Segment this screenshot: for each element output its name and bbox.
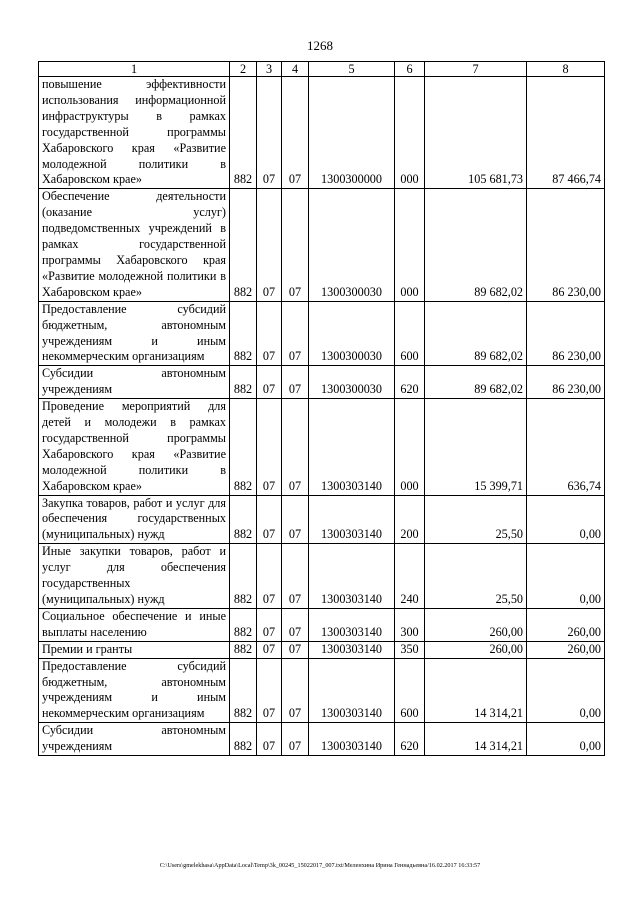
- cell-expense-type: 620: [395, 723, 425, 756]
- cell-admin-code: 882: [230, 366, 257, 399]
- cell-subsection: 07: [282, 366, 309, 399]
- row-name: Субсидии автономным учреждениям: [39, 366, 230, 399]
- cell-amount-1: 89 682,02: [425, 366, 527, 399]
- cell-amount-1: 105 681,73: [425, 77, 527, 189]
- cell-expense-type: 000: [395, 189, 425, 301]
- cell-admin-code: 882: [230, 658, 257, 723]
- table-row: [39, 658, 605, 723]
- cell-expense-type: 240: [395, 544, 425, 609]
- cell-admin-code: 882: [230, 641, 257, 658]
- cell-target-article: 1300303140: [309, 544, 395, 609]
- header-col-8: 8: [527, 62, 605, 77]
- cell-section: 07: [257, 723, 282, 756]
- cell-section: 07: [257, 608, 282, 641]
- cell-amount-2: 86 230,00: [527, 189, 605, 301]
- cell-amount-1: 14 314,21: [425, 723, 527, 756]
- budget-table: [38, 61, 605, 756]
- cell-target-article: 1300303140: [309, 608, 395, 641]
- cell-amount-2: 87 466,74: [527, 77, 605, 189]
- footer-file-path: C:\Users\gmelekhasa\AppData\Local\Temp\3k_00245_15022017_007.txt/Меленхина Ирина Геннадьевна/16.02.2017 16:33:57: [159, 862, 481, 869]
- cell-target-article: 1300300000: [309, 77, 395, 189]
- header-row: [39, 62, 605, 77]
- cell-section: 07: [257, 641, 282, 658]
- table-row: [39, 641, 605, 658]
- cell-target-article: 1300303140: [309, 641, 395, 658]
- cell-expense-type: 350: [395, 641, 425, 658]
- cell-section: 07: [257, 301, 282, 366]
- table-row: [39, 301, 605, 366]
- cell-amount-1: 89 682,02: [425, 301, 527, 366]
- header-col-5: 5: [309, 62, 395, 77]
- cell-target-article: 1300303140: [309, 658, 395, 723]
- cell-section: 07: [257, 495, 282, 544]
- cell-amount-1: 25,50: [425, 544, 527, 609]
- cell-amount-2: 636,74: [527, 399, 605, 495]
- cell-amount-2: 86 230,00: [527, 301, 605, 366]
- cell-expense-type: 000: [395, 77, 425, 189]
- cell-expense-type: 600: [395, 301, 425, 366]
- cell-section: 07: [257, 366, 282, 399]
- header-col-3: 3: [257, 62, 282, 77]
- table-row: [39, 366, 605, 399]
- table-row: [39, 608, 605, 641]
- header-col-7: 7: [425, 62, 527, 77]
- cell-admin-code: 882: [230, 495, 257, 544]
- table-row: [39, 189, 605, 301]
- cell-subsection: 07: [282, 189, 309, 301]
- row-name: Социальное обеспечение и иные выплаты населению: [39, 608, 230, 641]
- cell-amount-1: 25,50: [425, 495, 527, 544]
- table-row: [39, 495, 605, 544]
- cell-amount-2: 0,00: [527, 723, 605, 756]
- header-col-2: 2: [230, 62, 257, 77]
- cell-target-article: 1300300030: [309, 301, 395, 366]
- cell-amount-2: 260,00: [527, 608, 605, 641]
- row-name: Обеспечение деятельности (оказание услуг) подведомственных учреждений в рамках государственной программы Хабаровского края «Развитие молодежной политики в Хабаровском крае»: [39, 189, 230, 301]
- cell-subsection: 07: [282, 495, 309, 544]
- cell-admin-code: 882: [230, 608, 257, 641]
- row-name: Иные закупки товаров, работ и услуг для обеспечения государственных (муниципальных) нужд: [39, 544, 230, 609]
- cell-subsection: 07: [282, 658, 309, 723]
- cell-amount-2: 0,00: [527, 658, 605, 723]
- cell-expense-type: 200: [395, 495, 425, 544]
- cell-target-article: 1300303140: [309, 495, 395, 544]
- cell-amount-1: 260,00: [425, 641, 527, 658]
- cell-subsection: 07: [282, 641, 309, 658]
- cell-amount-2: 260,00: [527, 641, 605, 658]
- row-name: Закупка товаров, работ и услуг для обеспечения государственных (муниципальных) нужд: [39, 495, 230, 544]
- row-name: Предоставление субсидий бюджетным, автономным учреждениям и иным некоммерческим организациям: [39, 301, 230, 366]
- cell-admin-code: 882: [230, 544, 257, 609]
- cell-amount-2: 0,00: [527, 495, 605, 544]
- cell-expense-type: 620: [395, 366, 425, 399]
- cell-amount-1: 14 314,21: [425, 658, 527, 723]
- cell-section: 07: [257, 658, 282, 723]
- cell-subsection: 07: [282, 399, 309, 495]
- cell-amount-1: 260,00: [425, 608, 527, 641]
- cell-subsection: 07: [282, 608, 309, 641]
- row-name: Премии и гранты: [39, 641, 230, 658]
- cell-amount-2: 0,00: [527, 544, 605, 609]
- page-number: 1268: [307, 38, 333, 53]
- header-col-4: 4: [282, 62, 309, 77]
- table-row: [39, 544, 605, 609]
- cell-amount-2: 86 230,00: [527, 366, 605, 399]
- cell-target-article: 1300300030: [309, 366, 395, 399]
- cell-section: 07: [257, 544, 282, 609]
- cell-admin-code: 882: [230, 77, 257, 189]
- header-col-6: 6: [395, 62, 425, 77]
- cell-section: 07: [257, 399, 282, 495]
- row-name: Субсидии автономным учреждениям: [39, 723, 230, 756]
- table-row: [39, 399, 605, 495]
- cell-admin-code: 882: [230, 723, 257, 756]
- cell-section: 07: [257, 77, 282, 189]
- cell-subsection: 07: [282, 77, 309, 189]
- cell-admin-code: 882: [230, 189, 257, 301]
- cell-expense-type: 000: [395, 399, 425, 495]
- cell-section: 07: [257, 189, 282, 301]
- cell-amount-1: 15 399,71: [425, 399, 527, 495]
- cell-admin-code: 882: [230, 301, 257, 366]
- cell-admin-code: 882: [230, 399, 257, 495]
- header-col-1: 1: [39, 62, 230, 77]
- cell-target-article: 1300303140: [309, 399, 395, 495]
- table-row: [39, 77, 605, 189]
- row-name: Предоставление субсидий бюджетным, автономным учреждениям и иным некоммерческим организациям: [39, 658, 230, 723]
- row-name: Проведение мероприятий для детей и молодежи в рамках государственной программы Хабаровского края «Развитие молодежной политики в Хабаровском крае»: [39, 399, 230, 495]
- cell-target-article: 1300303140: [309, 723, 395, 756]
- cell-expense-type: 300: [395, 608, 425, 641]
- cell-subsection: 07: [282, 301, 309, 366]
- row-name: повышение эффективности использования информационной инфраструктуры в рамках государственной программы Хабаровского края «Развитие молодежной политики в Хабаровском крае»: [39, 77, 230, 189]
- table-row: [39, 723, 605, 756]
- cell-subsection: 07: [282, 723, 309, 756]
- cell-expense-type: 600: [395, 658, 425, 723]
- cell-target-article: 1300300030: [309, 189, 395, 301]
- cell-subsection: 07: [282, 544, 309, 609]
- cell-amount-1: 89 682,02: [425, 189, 527, 301]
